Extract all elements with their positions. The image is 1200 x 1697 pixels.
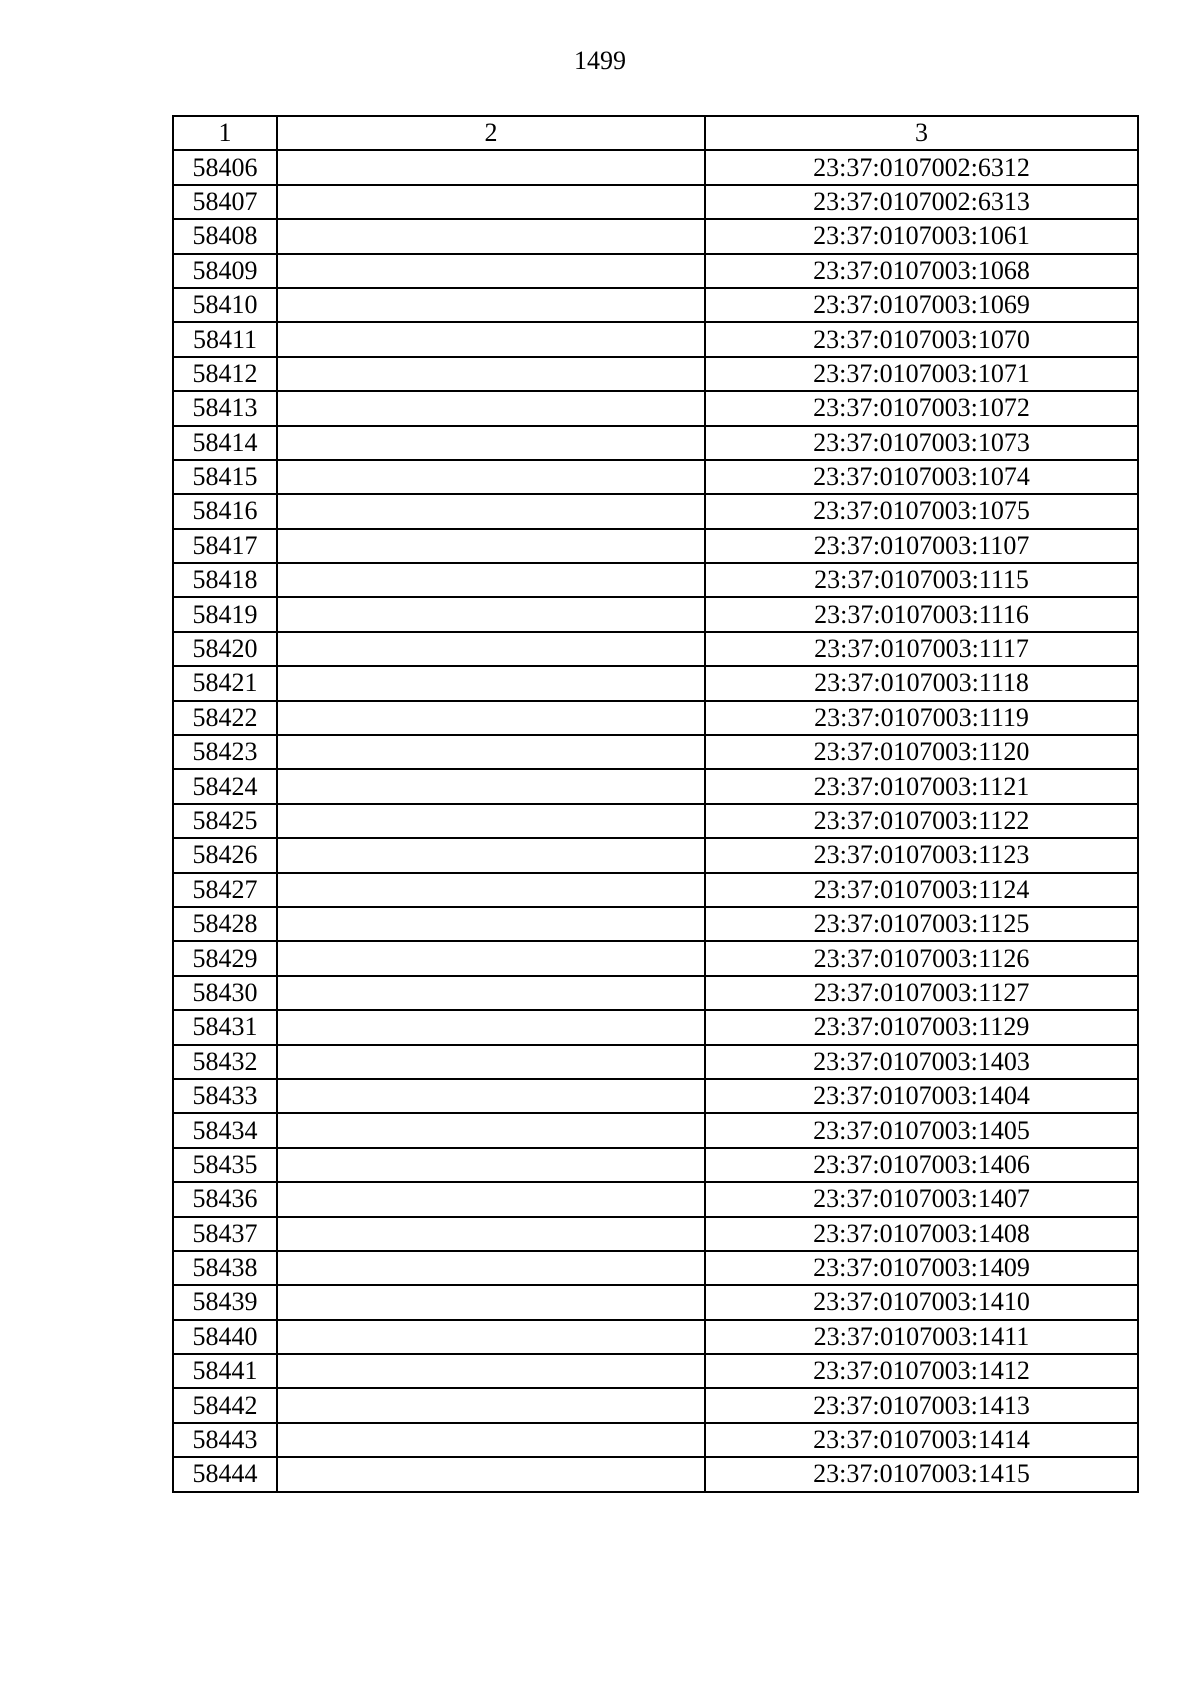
table-row [173,597,1138,631]
table-row [173,873,1138,907]
row-number-cell: 58416 [173,494,277,528]
cadastral-number-cell: 23:37:0107003:1070 [705,322,1138,356]
cadastral-number-cell: 23:37:0107003:1407 [705,1182,1138,1216]
description-cell [277,1079,705,1113]
description-cell [277,357,705,391]
row-number-cell: 58413 [173,391,277,425]
column-header-2: 2 [277,116,705,150]
row-number-cell: 58440 [173,1320,277,1354]
description-cell [277,769,705,803]
cadastral-number-cell: 23:37:0107003:1061 [705,219,1138,253]
description-cell [277,873,705,907]
description-cell [277,219,705,253]
row-number-cell: 58438 [173,1251,277,1285]
cadastral-number-cell: 23:37:0107003:1122 [705,804,1138,838]
description-cell [277,1388,705,1422]
table-row [173,1320,1138,1354]
row-number-cell: 58425 [173,804,277,838]
cadastral-number-cell: 23:37:0107003:1071 [705,357,1138,391]
description-cell [277,701,705,735]
cadastral-number-cell: 23:37:0107003:1406 [705,1148,1138,1182]
row-number-cell: 58417 [173,529,277,563]
description-cell [277,976,705,1010]
row-number-cell: 58415 [173,460,277,494]
description-cell [277,597,705,631]
description-cell [277,1423,705,1457]
table-row [173,494,1138,528]
table-row [173,632,1138,666]
table-row [173,460,1138,494]
table-row [173,1045,1138,1079]
row-number-cell: 58419 [173,597,277,631]
table-row [173,1182,1138,1216]
row-number-cell: 58433 [173,1079,277,1113]
registry-table [172,115,1139,1493]
cadastral-number-cell: 23:37:0107003:1409 [705,1251,1138,1285]
cadastral-number-cell: 23:37:0107003:1123 [705,838,1138,872]
description-cell [277,529,705,563]
cadastral-number-cell: 23:37:0107003:1117 [705,632,1138,666]
table-row [173,1079,1138,1113]
row-number-cell: 58429 [173,941,277,975]
row-number-cell: 58407 [173,185,277,219]
cadastral-number-cell: 23:37:0107003:1126 [705,941,1138,975]
table-row [173,1457,1138,1491]
description-cell [277,1217,705,1251]
row-number-cell: 58421 [173,666,277,700]
table-row [173,769,1138,803]
description-cell [277,426,705,460]
cadastral-number-cell: 23:37:0107003:1408 [705,1217,1138,1251]
description-cell [277,563,705,597]
table-row [173,941,1138,975]
description-cell [277,1045,705,1079]
table-header-row [173,116,1138,150]
row-number-cell: 58410 [173,288,277,322]
description-cell [277,494,705,528]
cadastral-number-cell: 23:37:0107003:1119 [705,701,1138,735]
cadastral-number-cell: 23:37:0107003:1121 [705,769,1138,803]
cadastral-number-cell: 23:37:0107003:1120 [705,735,1138,769]
row-number-cell: 58437 [173,1217,277,1251]
description-cell [277,735,705,769]
row-number-cell: 58431 [173,1010,277,1044]
description-cell [277,254,705,288]
table-row [173,219,1138,253]
description-cell [277,150,705,184]
description-cell [277,1148,705,1182]
cadastral-number-cell: 23:37:0107003:1074 [705,460,1138,494]
table-row [173,907,1138,941]
table-body [173,150,1138,1491]
cadastral-number-cell: 23:37:0107003:1412 [705,1354,1138,1388]
table-row [173,701,1138,735]
table-row [173,357,1138,391]
row-number-cell: 58414 [173,426,277,460]
table-row [173,1251,1138,1285]
cadastral-number-cell: 23:37:0107003:1411 [705,1320,1138,1354]
row-number-cell: 58426 [173,838,277,872]
row-number-cell: 58424 [173,769,277,803]
cadastral-number-cell: 23:37:0107003:1405 [705,1113,1138,1147]
cadastral-number-cell: 23:37:0107002:6312 [705,150,1138,184]
table-row [173,666,1138,700]
table-row [173,288,1138,322]
table-row [173,426,1138,460]
cadastral-number-cell: 23:37:0107003:1107 [705,529,1138,563]
table-row [173,804,1138,838]
cadastral-number-cell: 23:37:0107003:1073 [705,426,1138,460]
description-cell [277,460,705,494]
description-cell [277,1251,705,1285]
table-row [173,1423,1138,1457]
table-row [173,976,1138,1010]
table-row [173,1148,1138,1182]
row-number-cell: 58439 [173,1285,277,1319]
row-number-cell: 58427 [173,873,277,907]
cadastral-number-cell: 23:37:0107003:1127 [705,976,1138,1010]
description-cell [277,1182,705,1216]
description-cell [277,804,705,838]
cadastral-number-cell: 23:37:0107003:1124 [705,873,1138,907]
description-cell [277,1320,705,1354]
table-row [173,1217,1138,1251]
cadastral-number-cell: 23:37:0107003:1125 [705,907,1138,941]
cadastral-number-cell: 23:37:0107003:1410 [705,1285,1138,1319]
description-cell [277,391,705,425]
row-number-cell: 58406 [173,150,277,184]
table-row [173,150,1138,184]
table-row [173,1010,1138,1044]
row-number-cell: 58411 [173,322,277,356]
description-cell [277,288,705,322]
table-row [173,1354,1138,1388]
description-cell [277,322,705,356]
row-number-cell: 58430 [173,976,277,1010]
table-row [173,254,1138,288]
table-row [173,1388,1138,1422]
page-number: 1499 [574,46,626,75]
table-row [173,529,1138,563]
row-number-cell: 58409 [173,254,277,288]
cadastral-number-cell: 23:37:0107003:1068 [705,254,1138,288]
row-number-cell: 58444 [173,1457,277,1491]
cadastral-number-cell: 23:37:0107003:1069 [705,288,1138,322]
row-number-cell: 58443 [173,1423,277,1457]
cadastral-number-cell: 23:37:0107003:1413 [705,1388,1138,1422]
description-cell [277,666,705,700]
row-number-cell: 58432 [173,1045,277,1079]
row-number-cell: 58441 [173,1354,277,1388]
description-cell [277,632,705,666]
table-row [173,563,1138,597]
description-cell [277,941,705,975]
table-row [173,838,1138,872]
row-number-cell: 58423 [173,735,277,769]
row-number-cell: 58436 [173,1182,277,1216]
row-number-cell: 58418 [173,563,277,597]
column-header-1: 1 [173,116,277,150]
description-cell [277,1113,705,1147]
description-cell [277,1457,705,1491]
cadastral-number-cell: 23:37:0107003:1118 [705,666,1138,700]
row-number-cell: 58420 [173,632,277,666]
cadastral-number-cell: 23:37:0107002:6313 [705,185,1138,219]
description-cell [277,838,705,872]
table-row [173,185,1138,219]
row-number-cell: 58442 [173,1388,277,1422]
cadastral-number-cell: 23:37:0107003:1415 [705,1457,1138,1491]
table-row [173,1113,1138,1147]
table-row [173,735,1138,769]
row-number-cell: 58408 [173,219,277,253]
row-number-cell: 58412 [173,357,277,391]
row-number-cell: 58422 [173,701,277,735]
row-number-cell: 58435 [173,1148,277,1182]
table-row [173,322,1138,356]
cadastral-number-cell: 23:37:0107003:1115 [705,563,1138,597]
column-header-3: 3 [705,116,1138,150]
cadastral-number-cell: 23:37:0107003:1072 [705,391,1138,425]
description-cell [277,185,705,219]
row-number-cell: 58434 [173,1113,277,1147]
cadastral-number-cell: 23:37:0107003:1414 [705,1423,1138,1457]
description-cell [277,1285,705,1319]
cadastral-number-cell: 23:37:0107003:1116 [705,597,1138,631]
cadastral-number-cell: 23:37:0107003:1129 [705,1010,1138,1044]
cadastral-number-cell: 23:37:0107003:1404 [705,1079,1138,1113]
description-cell [277,1010,705,1044]
description-cell [277,1354,705,1388]
cadastral-number-cell: 23:37:0107003:1075 [705,494,1138,528]
cadastral-number-cell: 23:37:0107003:1403 [705,1045,1138,1079]
table-row [173,391,1138,425]
row-number-cell: 58428 [173,907,277,941]
table-row [173,1285,1138,1319]
description-cell [277,907,705,941]
